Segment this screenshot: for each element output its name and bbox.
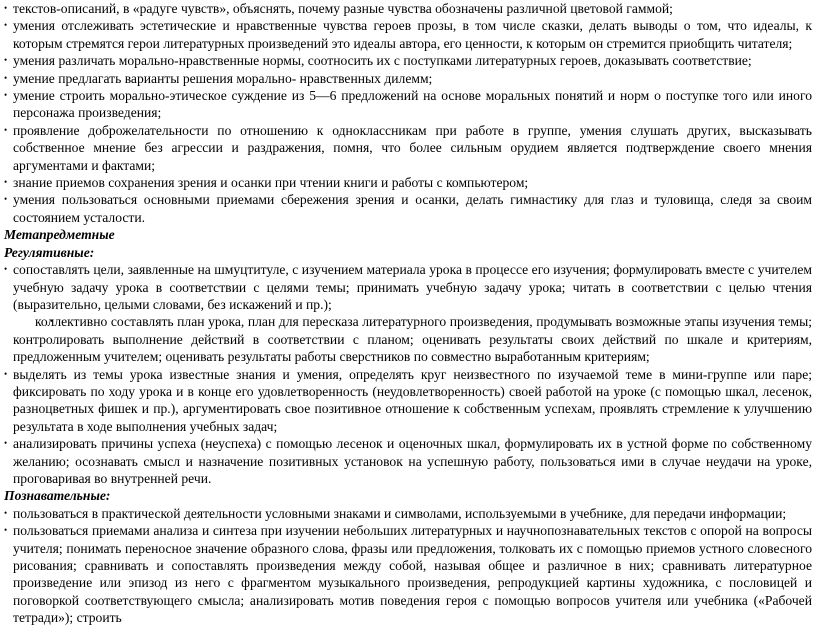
- regulatory-list: [4, 261, 812, 487]
- document-page: [4, 0, 812, 627]
- list-item: • умения отслеживать эстетические и нравственные чувства героев прозы, в том числе сказки, делать выводы о том, что идеалы, к которым стремятся герои литературных произведений это идеалы автора, его ценности, к которым он стремится приобщить читателя;: [4, 17, 812, 52]
- cognitive-list: [4, 505, 812, 627]
- list-item: • умение предлагать варианты решения морально- нравственных дилемм;: [4, 70, 812, 87]
- list-item: • сопоставлять цели, заявленные на шмуцтитуле, с изучением материала урока в процессе его изучения; формулировать вместе с учителем учебную задачу урока в соответствии с целями темы; принимать учебную задачу урока; читать в соответствии с целью чтения (выразительно, целыми словами, без искажений и пр.);: [4, 261, 812, 313]
- list-item: • выделять из темы урока известные знания и умения, определять круг неизвестного по изучаемой теме в мини-группе или паре; фиксировать по ходу урока и в конце его удовлетворенность (неудовлетворенность) своей работой на уроке (с помощью шкал, лесенок, разноцветных фишек и пр.), аргументировать свое позитивное отношение к собственным успехам, проявлять стремление к улучшению результата в ходе выполнения учебных задач;: [4, 366, 812, 436]
- list-item: • текстов-описаний, в «радуге чувств», объяснять, почему разные чувства обозначены различной цветовой гаммой;: [4, 0, 812, 17]
- list-item: • проявление доброжелательности по отношению к одноклассникам при работе в группе, умения слушать других, высказывать собственное мнение без агрессии и раздражения, помня, что более сильным орудием является подтверждение своего мнения аргументами и фактами;: [4, 122, 812, 174]
- list-item: • умение строить морально-этическое суждение из 5—6 предложений на основе моральных понятий и норм о поступке того или иного персонажа произведения;: [4, 87, 812, 122]
- list-item: • пользоваться приемами анализа и синтеза при изучении небольших литературных и научнопознавательных текстов с опорой на вопросы учителя; понимать переносное значение образного слова, фразы или предложения, толковать их с помощью приемов устного словесного рисования; сравнивать и сопоставлять произведения между собой, называя общее и различное в них; сравнивать литературное произведение или эпизод из него с фрагментом музыкального произведения, репродукцией картины художника, с пословицей и поговоркой соответствующего смысла; анализировать мотив поведения героя с помощью вопросов учителя или учебника («Рабочей тетради»); строить: [4, 522, 812, 626]
- top-list: [4, 0, 812, 226]
- section-heading-regulatory: Регулятивные:: [4, 244, 95, 260]
- list-item: • коллективно составлять план урока, план для пересказа литературного произведения, продумывать возможные этапы изучения темы; контролировать выполнение действий в соответствии с планом; оценивать результаты своих действий по шкале и критериям, предложенным учителем; оценивать результаты работы сверстников по совместно выработанным критериям;: [4, 313, 812, 365]
- list-item: • пользоваться в практической деятельности условными знаками и символами, используемыми в учебнике, для передачи информации;: [4, 505, 812, 522]
- list-item: • знание приемов сохранения зрения и осанки при чтении книги и работы с компьютером;: [4, 174, 812, 191]
- list-item: • умения различать морально-нравственные нормы, соотносить их с поступками литературных героев, доказывать соответствие;: [4, 52, 812, 69]
- list-item: • умения пользоваться основными приемами сбережения зрения и осанки, делать гимнастику для глаз и туловища, следя за своим состоянием усталости.: [4, 191, 812, 226]
- list-item: • анализировать причины успеха (неуспеха) с помощью лесенок и оценочных шкал, формулировать их в устной форме по собственному желанию; осознавать смысл и назначение позитивных установок на успешную работу, пользоваться ими в случае неудачи на уроке, проговаривая во внутренней речи.: [4, 435, 812, 487]
- section-heading-cognitive: Познавательные:: [4, 488, 111, 504]
- section-heading-metasubject: Метапредметные: [4, 227, 115, 243]
